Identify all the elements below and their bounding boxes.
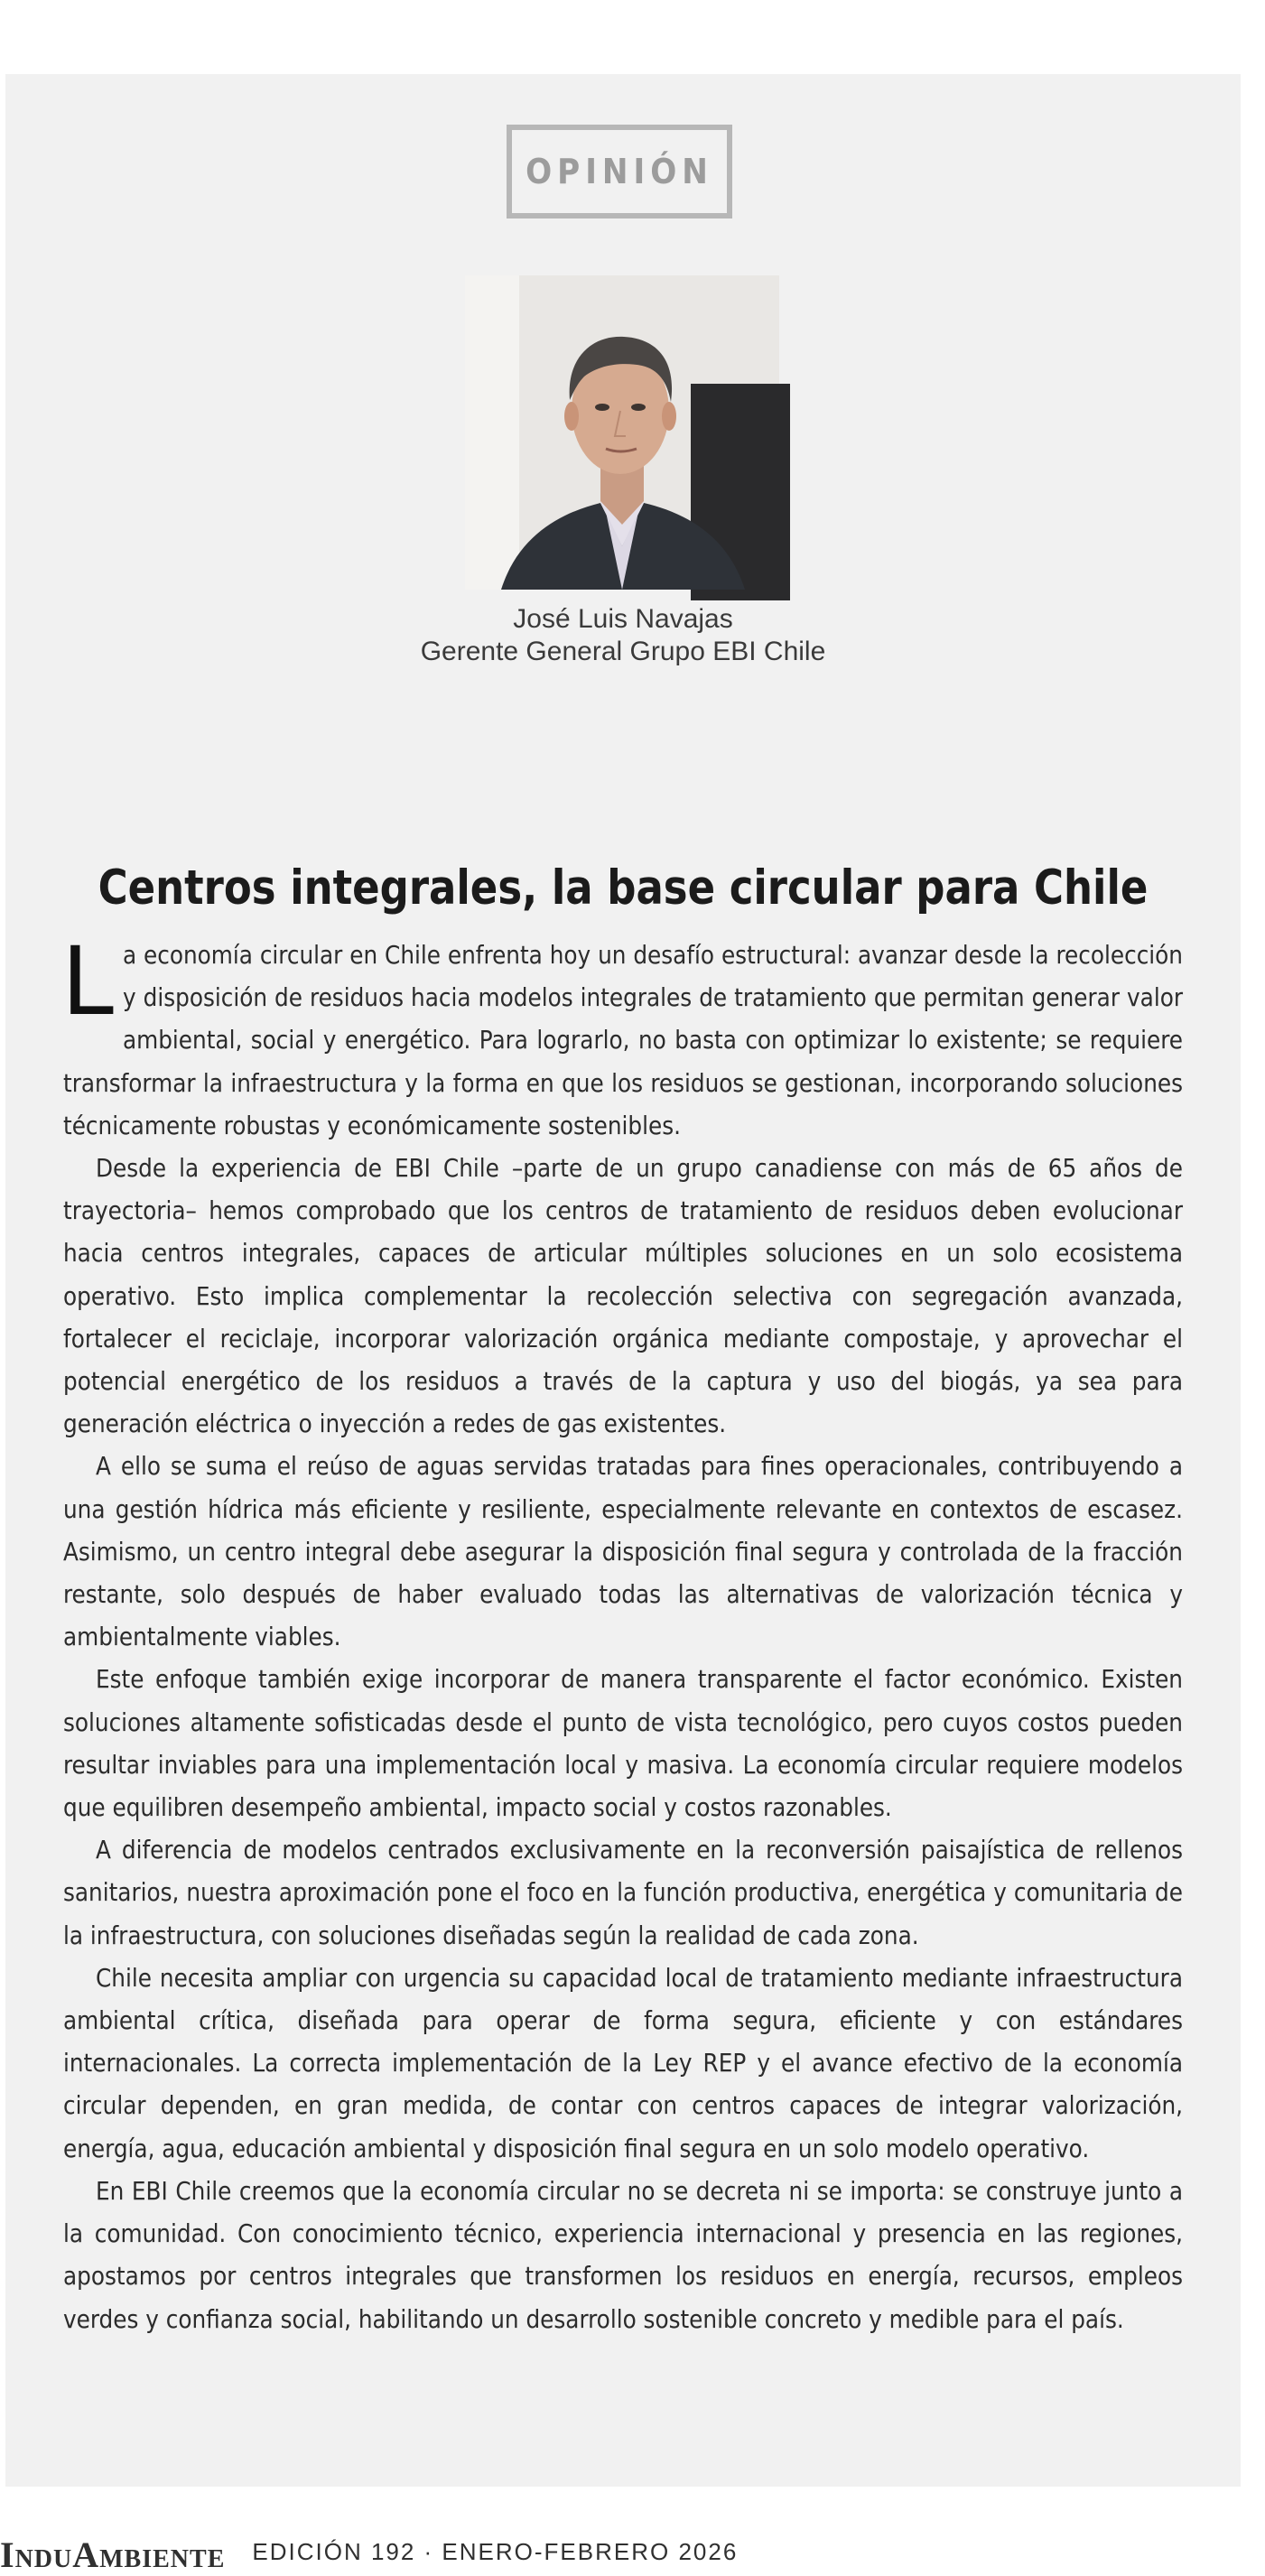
article-paragraph: A ello se suma el reúso de aguas servidas tratadas para fines operacionales, contribuyendo a una gestión hídrica más eficiente y resiliente, especialmente relevante en contextos de escasez. Asimismo, un centro integral debe asegurar la disposición final segura y controlada de la fracción restante, solo después de haber evaluado todas las alternativas de valorización técnica y ambientalmente viables. [63,1452,1183,1652]
author-photo [465,275,779,590]
article-title: Centros integrales, la base circular para Chile [98,860,1149,916]
section-label-opinion: OPINIÓN [507,125,732,219]
drop-cap: L [61,926,114,1037]
article-paragraph [61,926,1183,1148]
article-paragraph: Desde la experiencia de EBI Chile –parte de un grupo canadiense con más de 65 años de trayectoria– hemos comprobado que los centros de tratamiento de residuos deben evolucionar hacia centros integrales, capaces de articular múltiples soluciones en un solo ecosistema operativo. Esto implica complementar la recolección selectiva con segregación avanzada, fortalecer el reciclaje, incorporar valorización orgánica mediante compostaje, y aprovechar el potencial energético de los residuos a través de la captura y uso del biogás, ya sea para generación eléctrica o inyección a redes de gas existentes. [63,1154,1183,1439]
edition-info: EDICIÓN 192 · ENERO-FEBRERO 2026 [252,2538,739,2565]
author-portrait-image [465,275,779,590]
article-paragraph: Este enfoque también exige incorporar de manera transparente el factor económico. Existen soluciones altamente sofisticadas desde el punto de vista tecnológico, pero cuyos costos pueden resultar inviables para una implementación local y masiva. La economía circular requiere modelos que equilibren desempeño ambiental, impacto social y costos razonables. [63,1665,1183,1823]
article-paragraph: En EBI Chile creemos que la economía circular no se decreta ni se importa: se construye junto a la comunidad. Con conocimiento técnico, experiencia internacional y presencia en las regiones, apostamos por centros integrales que transformen los residuos en energía, recursos, empleos verdes y confianza social, habilitando un desarrollo sostenible concreto y medible para el país. [63,2176,1183,2334]
article-paragraph: A diferencia de modelos centrados exclusivamente en la reconversión paisajística de rellenos sanitarios, nuestra aproximación pone el foco en la función productiva, energética y comunitaria de la infraestructura, con soluciones diseñadas según la realidad de cada zona. [63,1836,1183,1950]
article-panel [5,74,1241,2487]
article-paragraph-text: a economía circular en Chile enfrenta hoy un desafío estructural: avanzar desde la recolección y disposición de residuos hacia modelos integrales de tratamiento que permitan generar valor ambiental, social y energético. Para lograrlo, no basta con optimizar lo existente; se requiere transformar la infraestructura y la forma en que los residuos se gestionan, incorporando soluciones técnicamente robustas y económicamente sostenibles. [63,941,1183,1140]
author-role: Gerente General Grupo EBI Chile [420,637,826,666]
publication-brand: InduAmbiente [0,2534,226,2575]
article-paragraph: Chile necesita ampliar con urgencia su capacidad local de tratamiento mediante infraestructura ambiental crítica, diseñada para operar de forma segura, eficiente y con estándares internacionales. La correcta implementación de la Ley REP y el avance efectivo de la economía circular dependen, en gran medida, de contar con centros capaces de integrar valorización, energía, agua, educación ambiental y disposición final segura en un solo modelo operativo. [63,1963,1183,2163]
page-footer [0,2534,739,2575]
article-body [61,926,1183,2341]
author-name: José Luis Navajas [513,604,733,634]
